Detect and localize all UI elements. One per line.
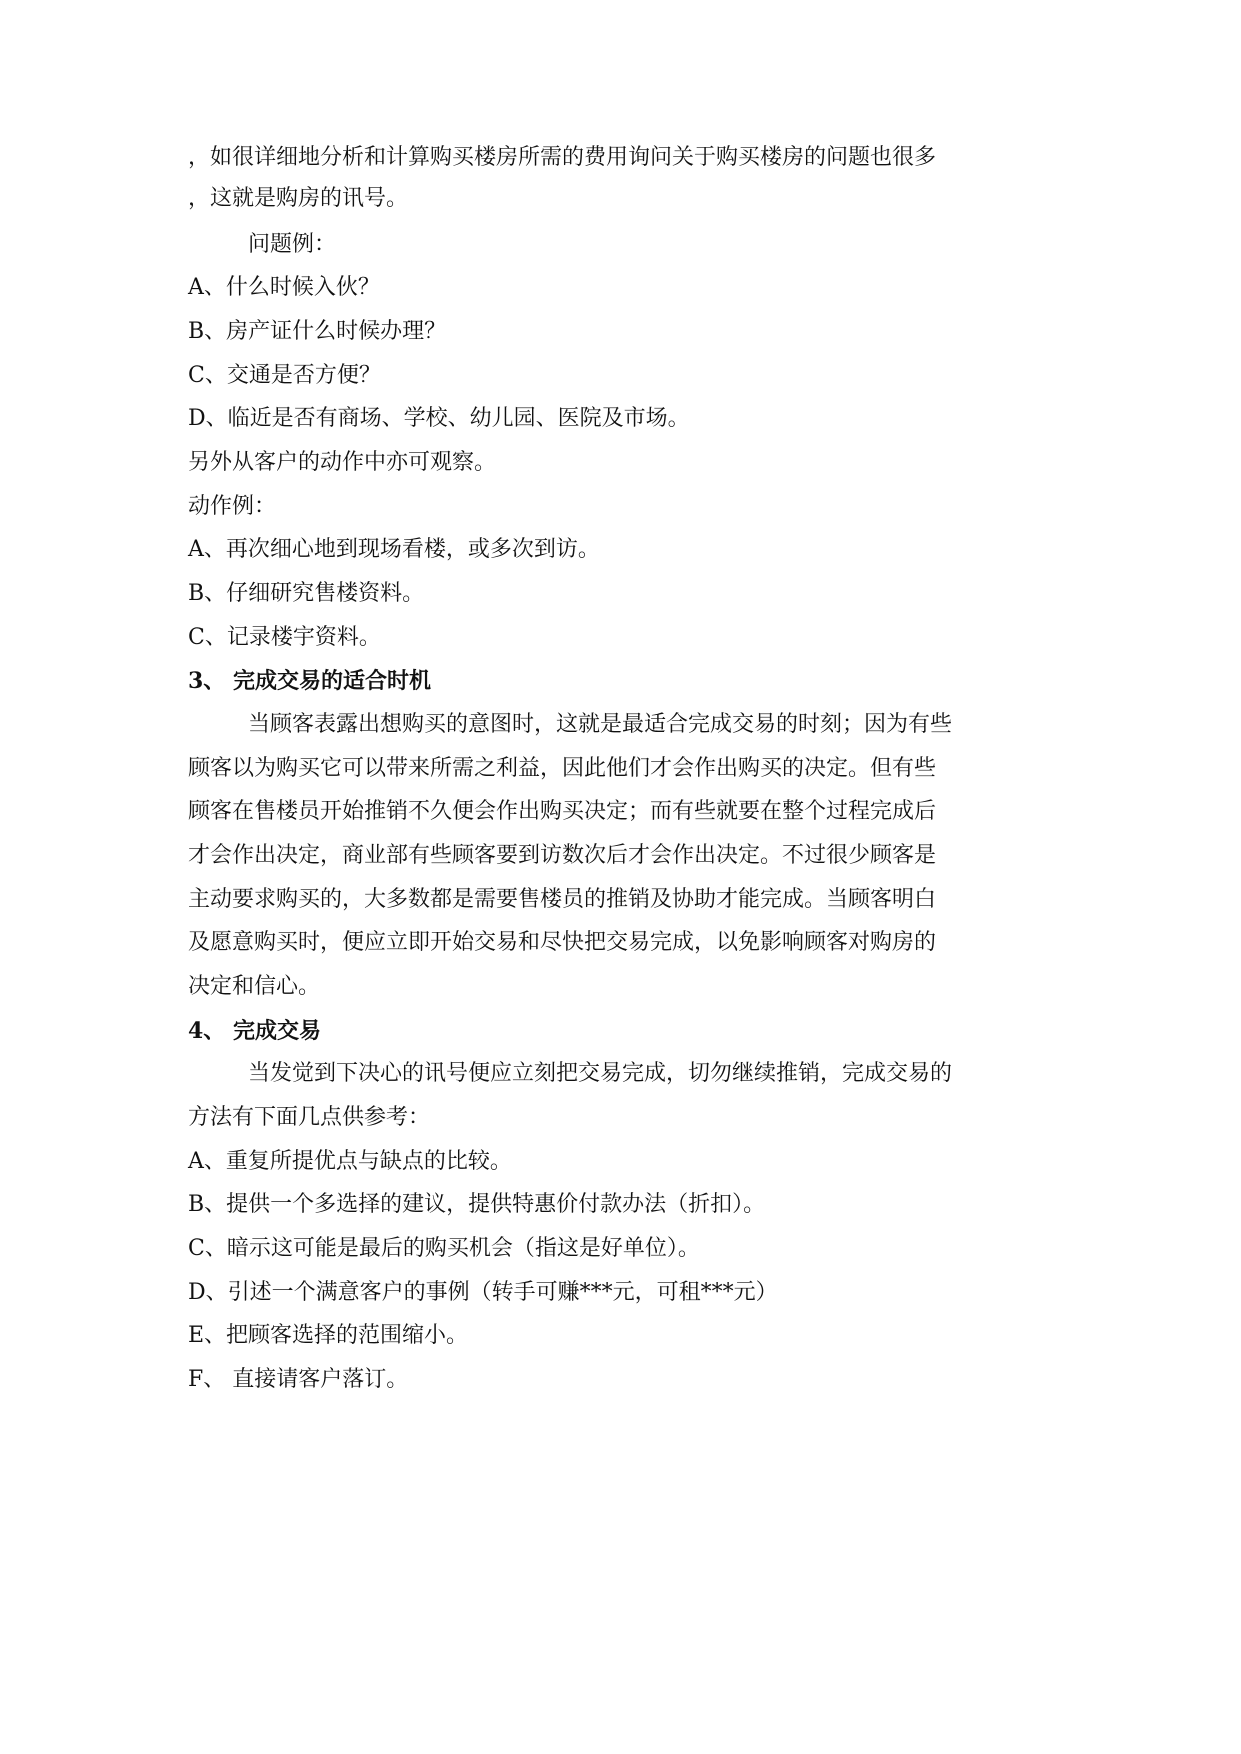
section-3-line-4: 才会作出决定，商业部有些顾客要到访数次后才会作出决定。不过很少顾客是: [188, 843, 937, 868]
observe-text: 另外从客户的动作中亦可观察。: [188, 450, 497, 475]
questions-label: 问题例：: [248, 232, 337, 257]
action-item-c: C、记录楼宇资料。: [188, 625, 381, 650]
section-4-line-1: 当发觉到下决心的讯号便应立刻把交易完成，切勿继续推销，完成交易的: [248, 1061, 953, 1086]
section-3-line-7: 决定和信心。: [188, 974, 321, 999]
method-item-c: C、暗示这可能是最后的购买机会（指这是好单位）。: [188, 1236, 700, 1261]
section-4-line-2: 方法有下面几点供参考：: [188, 1105, 431, 1130]
section-4-heading: 4、 完成交易: [188, 1018, 321, 1044]
question-item-a: A、什么时候入伙？: [188, 275, 380, 300]
section-3-line-6: 及愿意购买时，便应立即开始交易和尽快把交易完成，以免影响顾客对购房的: [188, 930, 937, 955]
section-3-heading: 3、 完成交易的适合时机: [188, 668, 431, 694]
section-3-line-5: 主动要求购买的，大多数都是需要售楼员的推销及协助才能完成。当顾客明白: [188, 887, 937, 912]
intro-line-2: ，这就是购房的讯号。: [188, 186, 409, 211]
section-3-line-1: 当顾客表露出想购买的意图时，这就是最适合完成交易的时刻；因为有些: [248, 712, 953, 737]
method-item-e: E、把顾客选择的范围缩小。: [188, 1323, 469, 1348]
method-item-f: F、 直接请客户落订。: [188, 1367, 409, 1392]
section-3-line-2: 顾客以为购买它可以带来所需之利益，因此他们才会作出购买的决定。但有些: [188, 756, 937, 781]
method-item-d: D、引述一个满意客户的事例（转手可赚***元，可租***元）: [188, 1280, 778, 1305]
question-item-b: B、房产证什么时候办理？: [188, 319, 447, 344]
intro-line-1: ，如很详细地分析和计算购买楼房所需的费用询问关于购买楼房的问题也很多: [188, 145, 937, 170]
action-item-b: B、仔细研究售楼资料。: [188, 581, 425, 606]
method-item-b: B、提供一个多选择的建议，提供特惠价付款办法（折扣）。: [188, 1192, 766, 1217]
action-item-a: A、再次细心地到现场看楼，或多次到访。: [188, 537, 600, 562]
section-3-line-3: 顾客在售楼员开始推销不久便会作出购买决定；而有些就要在整个过程完成后: [188, 799, 937, 824]
actions-label: 动作例：: [188, 494, 277, 519]
method-item-a: A、重复所提优点与缺点的比较。: [188, 1149, 512, 1174]
question-item-d: D、临近是否有商场、学校、幼儿园、医院及市场。: [188, 406, 690, 431]
question-item-c: C、交通是否方便？: [188, 363, 381, 388]
